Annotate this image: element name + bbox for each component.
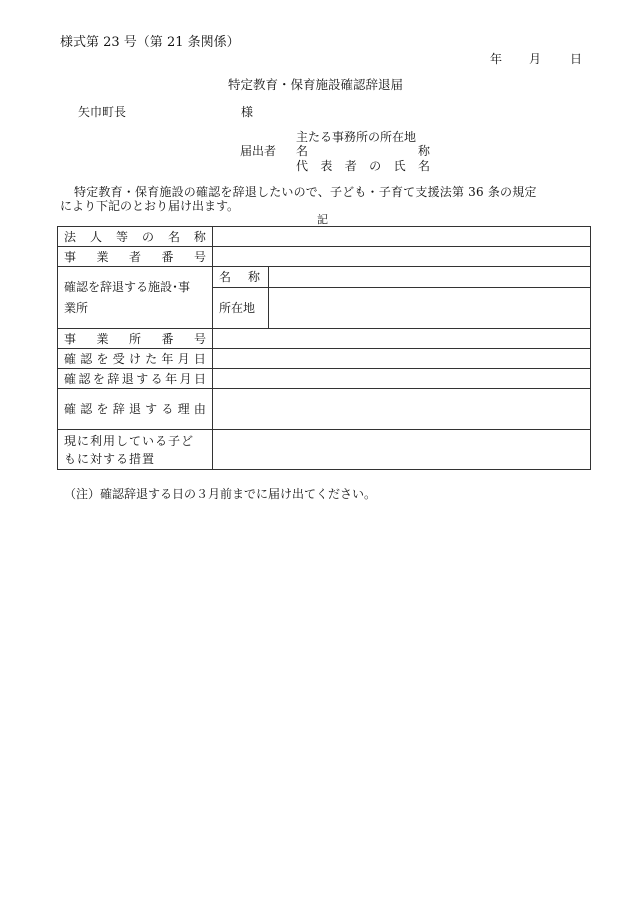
date-year-label: 年 — [490, 52, 503, 66]
recipient-honorific: 様 — [241, 105, 254, 119]
ki-label: 記 — [317, 213, 328, 226]
office-address-label: 主たる事務所の所在地 — [296, 130, 417, 144]
date-month-label: 月 — [529, 52, 542, 66]
corp-name-field[interactable] — [213, 227, 591, 247]
facility-label-line1: 確認を辞退する施設･事 — [64, 280, 191, 294]
confirmation-date-label: 確 認 を 受 け た 年 月 日 — [58, 349, 213, 369]
table-row — [58, 329, 591, 349]
table-row — [58, 227, 591, 247]
office-number-field[interactable] — [213, 329, 591, 349]
operator-number-label: 事 業 者 番 号 — [58, 247, 213, 267]
measures-field[interactable] — [213, 430, 591, 470]
representative-name-label: 代 表 者 の 氏 名 — [296, 159, 430, 173]
office-number-label: 事 業 所 番 号 — [58, 329, 213, 349]
notifier-name-label: 名 称 — [296, 144, 430, 158]
facility-label — [58, 267, 213, 329]
facility-label-line2: 業所 — [64, 301, 89, 315]
corp-name-label: 法 人 等 の 名 称 — [58, 227, 213, 247]
facility-name-field[interactable] — [269, 267, 591, 288]
table-row — [58, 369, 591, 389]
measures-label-line1: 現に利用している子ど — [64, 433, 195, 448]
table-row — [58, 389, 591, 430]
notifier-label: 届出者 — [240, 144, 277, 158]
withdrawal-form-table — [57, 226, 591, 470]
table-row — [58, 349, 591, 369]
withdrawal-date-label: 確 認 を 辞 退 す る 年 月 日 — [58, 369, 213, 389]
measures-label-line2: もに対する措置 — [64, 451, 156, 466]
table-row — [58, 430, 591, 470]
recipient: 矢巾町長 — [78, 105, 127, 119]
document-title: 特定教育・保育施設確認辞退届 — [228, 77, 404, 92]
footnote: （注）確認辞退する日の３月前までに届け出てください。 — [64, 487, 377, 501]
facility-address-field[interactable] — [269, 288, 591, 329]
withdrawal-date-field[interactable] — [213, 369, 591, 389]
table-row — [58, 267, 591, 288]
facility-address-label: 所在地 — [213, 288, 269, 329]
form-number: 様式第 23 号（第 21 条関係） — [60, 35, 240, 50]
facility-name-label: 名 称 — [213, 267, 269, 288]
operator-number-field[interactable] — [213, 247, 591, 267]
measures-label — [58, 430, 213, 470]
withdrawal-reason-field[interactable] — [213, 389, 591, 430]
withdrawal-reason-label: 確 認 を 辞 退 す る 理 由 — [58, 389, 213, 430]
body-text-line2: により下記のとおり届け出ます。 — [60, 199, 240, 213]
date-day-label: 日 — [570, 52, 583, 66]
table-row — [58, 247, 591, 267]
body-text-line1: 特定教育・保育施設の確認を辞退したいので、子ども・子育て支援法第 36 条の規定 — [74, 185, 537, 199]
confirmation-date-field[interactable] — [213, 349, 591, 369]
